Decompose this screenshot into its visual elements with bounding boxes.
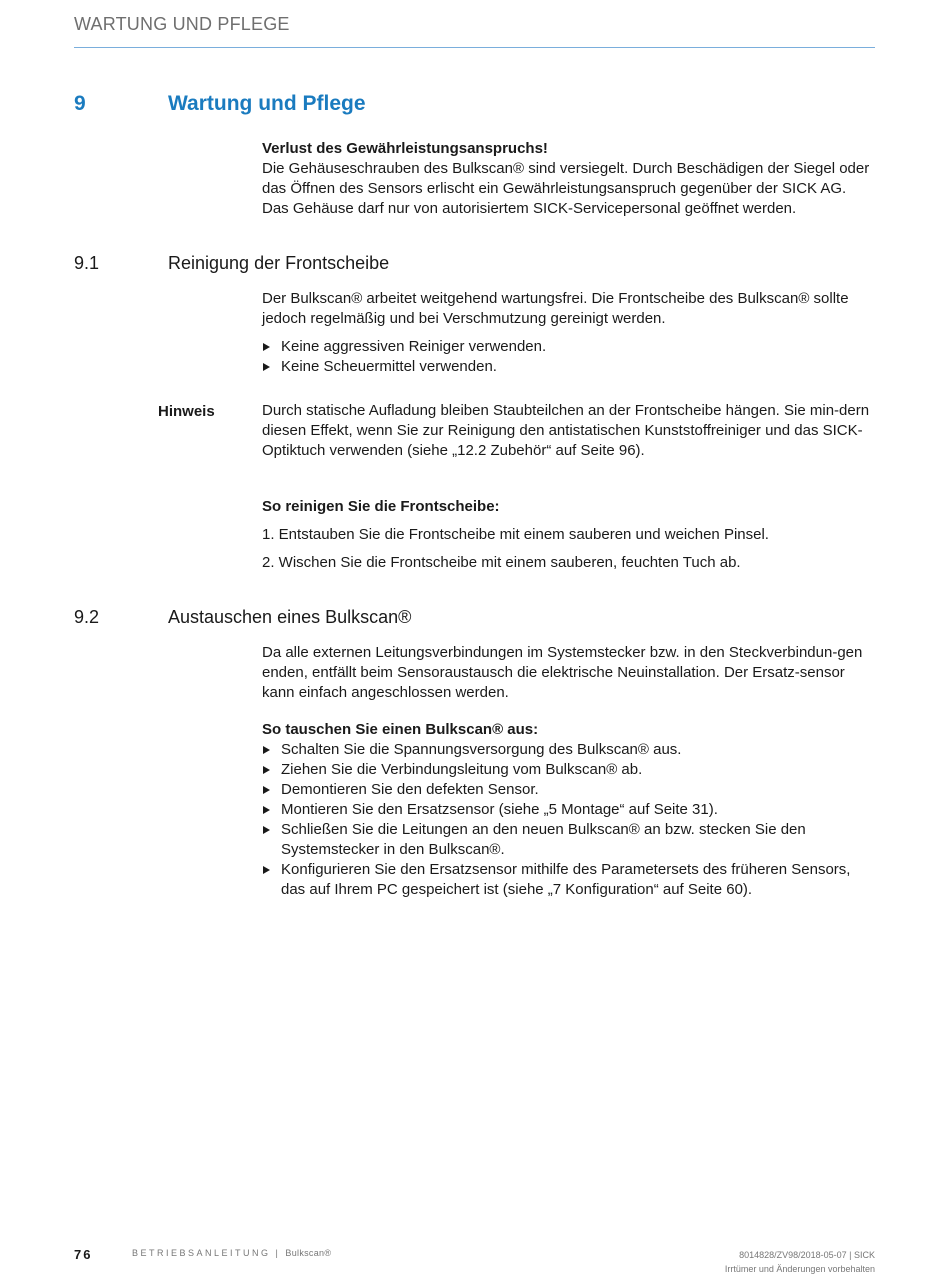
bullet-triangle-icon <box>263 343 270 351</box>
section-2-bullet-list <box>262 740 877 900</box>
section-1-intro-block <box>262 289 877 377</box>
list-item <box>262 820 877 860</box>
note-text: Durch statische Aufladung bleiben Staubteilchen an der Frontscheibe hängen. Sie min-dern diesen Effekt, wenn Sie zur Reinigung den antistatischen Kunststoffreiniger und das SICK-Optiktuch verwenden (siehe „12.2 Zubehör“ auf Seite 96). <box>262 402 870 459</box>
chapter-title: Wartung und Pflege <box>168 92 366 115</box>
warning-title: Verlust des Gewährleistungsanspruchs! <box>262 140 548 157</box>
procedure-step: 2. Wischen Sie die Frontscheibe mit einem sauberen, feuchten Tuch ab. <box>262 554 741 571</box>
list-item <box>262 337 877 357</box>
list-item <box>262 860 877 900</box>
doc-type: BETRIEBSANLEITUNG <box>132 1248 271 1258</box>
footer-separator: | <box>275 1248 281 1258</box>
list-item-text: Keine Scheuermittel verwenden. <box>281 358 497 375</box>
bullet-triangle-icon <box>263 363 270 371</box>
section-2-intro: Da alle externen Leitungsverbindungen im Systemstecker bzw. in den Steckverbindun-gen enden, entfällt beim Sensoraustausch die elektrische Neuinstallation. Der Ersatz-sensor kann einfach angeschlossen werden. <box>262 644 863 701</box>
section-1-intro: Der Bulkscan® arbeitet weitgehend wartungsfrei. Die Frontscheibe des Bulkscan® sollte jedoch regelmäßig und bei Verschmutzung gereinigt werden. <box>262 290 849 327</box>
list-item <box>262 800 877 820</box>
footer-doc-label <box>132 1248 331 1258</box>
bullet-triangle-icon <box>263 786 270 794</box>
bullet-triangle-icon <box>263 806 270 814</box>
list-item <box>262 760 877 780</box>
running-header: WARTUNG UND PFLEGE <box>74 14 290 34</box>
procedure-title: So reinigen Sie die Frontscheibe: <box>262 498 500 515</box>
section-2-number: 9.2 <box>74 607 100 627</box>
note-label: Hinweis <box>158 403 215 420</box>
list-item-text: Montieren Sie den Ersatzsensor (siehe „5 Montage“ auf Seite 31). <box>281 801 718 818</box>
warning-block <box>262 139 877 219</box>
section-1-number: 9.1 <box>74 253 100 273</box>
footer-right <box>725 1248 875 1276</box>
section-1-title: Reinigung der Frontscheibe <box>168 253 390 273</box>
list-item-text: Schalten Sie die Spannungsversorgung des Bulkscan® aus. <box>281 741 682 758</box>
list-item-text: Ziehen Sie die Verbindungsleitung vom Bulkscan® ab. <box>281 761 643 778</box>
product-name: Bulkscan® <box>285 1248 332 1258</box>
section-2-title: Austauschen eines Bulkscan® <box>168 607 412 627</box>
cleaning-procedure <box>262 497 877 581</box>
bullet-triangle-icon <box>263 766 270 774</box>
list-item-text: Keine aggressiven Reiniger verwenden. <box>281 338 547 355</box>
section-1-bullet-list <box>262 337 877 377</box>
warning-text: Die Gehäuseschrauben des Bulkscan® sind versiegelt. Durch Beschädigen der Siegel oder das Öffnen des Sensors erlischt ein Gewährleistungsanspruch gegenüber der SICK AG. Das Gehäuse darf nur von autorisiertem SICK-Servicepersonal geöffnet werden. <box>262 160 870 217</box>
chapter-number: 9 <box>74 92 86 115</box>
bullet-triangle-icon <box>263 746 270 754</box>
list-item <box>262 357 877 377</box>
procedure-step: 1. Entstauben Sie die Frontscheibe mit einem sauberen und weichen Pinsel. <box>262 526 769 543</box>
replacement-procedure <box>262 720 877 900</box>
list-item-text: Demontieren Sie den defekten Sensor. <box>281 781 539 798</box>
doc-id: 8014828/ZV98/2018-05-07 | SICK <box>739 1250 875 1260</box>
bullet-triangle-icon <box>263 866 270 874</box>
list-item <box>262 740 877 760</box>
list-item <box>262 780 877 800</box>
list-item-text: Schließen Sie die Leitungen an den neuen Bulkscan® an bzw. stecken Sie den Systemstecker in den Bulkscan®. <box>281 821 806 858</box>
disclaimer: Irrtümer und Änderungen vorbehalten <box>724 1264 875 1274</box>
header-rule <box>74 47 875 48</box>
bullet-triangle-icon <box>263 826 270 834</box>
list-item-text: Konfigurieren Sie den Ersatzsensor mithilfe des Parametersets des früheren Sensors, das auf Ihrem PC gespeichert ist (siehe „7 Konfiguration“ auf Seite 60). <box>281 861 851 898</box>
page-number: 76 <box>74 1247 93 1262</box>
procedure-title: So tauschen Sie einen Bulkscan® aus: <box>262 721 539 738</box>
